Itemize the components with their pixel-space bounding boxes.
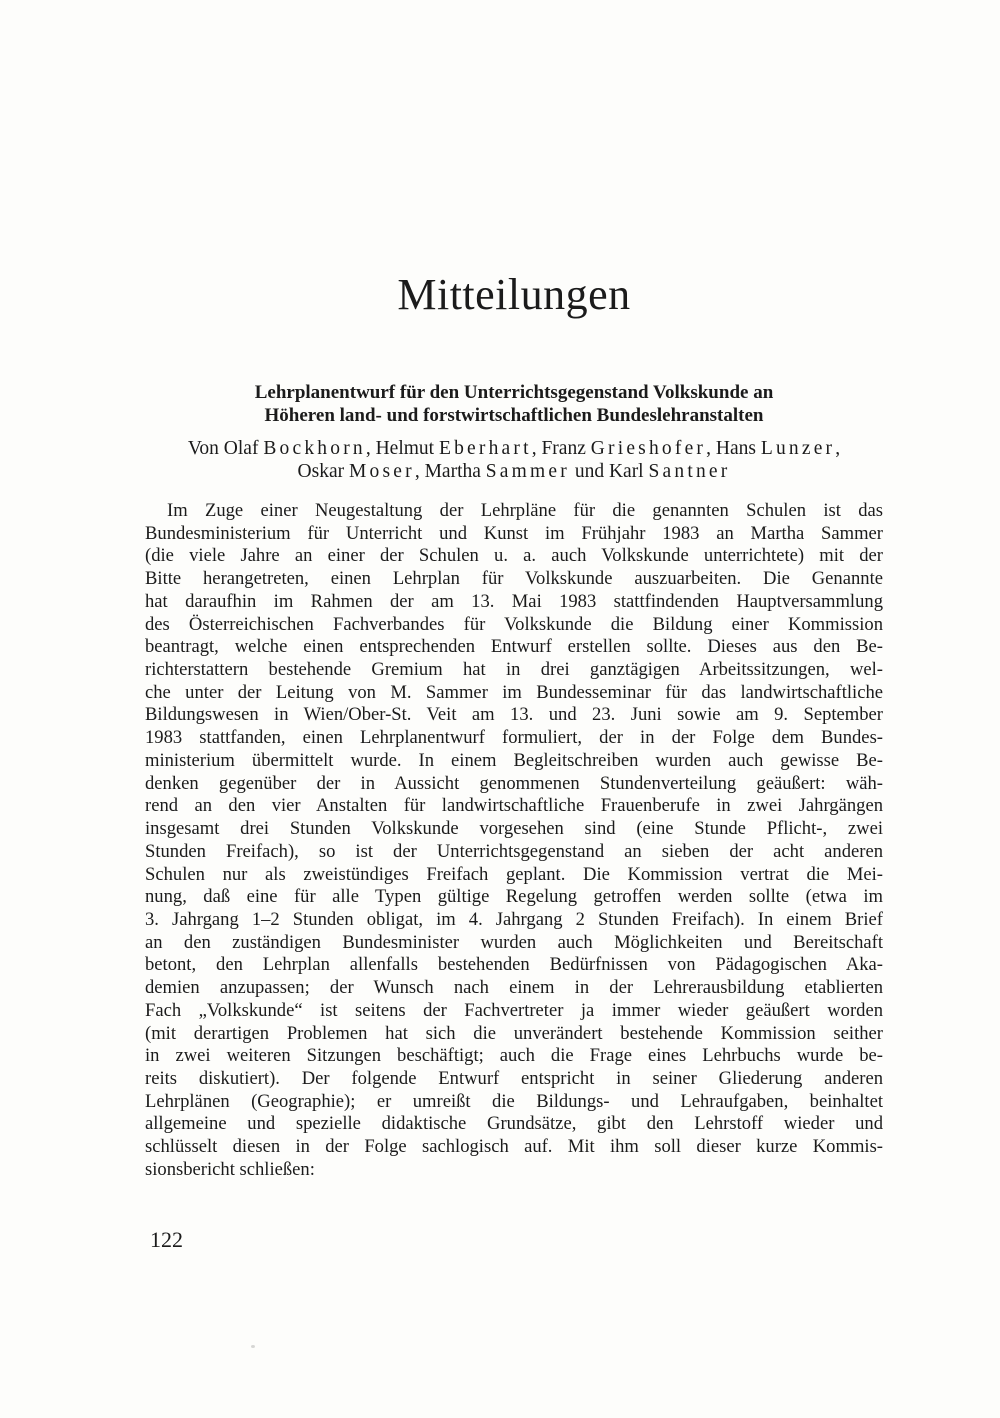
article-byline [145, 437, 883, 483]
byline-segment: , Martha [414, 461, 486, 482]
byline-segment: und Karl [569, 461, 649, 482]
byline-segment: Grieshofer [590, 438, 707, 459]
byline-segment: , Helmut [365, 438, 439, 459]
byline-line-2 [145, 460, 883, 483]
body-line: hat daraufhin im Rahmen der am 13. Mai 1983 stattfindenden Hauptversammlung [145, 590, 883, 612]
body-line: des Österreichischen Fachverbandes für Volkskunde die Bildung einer Kommission [145, 613, 883, 635]
scan-artifact [251, 1345, 255, 1348]
body-line: richterstattern bestehende Gremium hat in drei ganztägigen Arbeitssitzungen, wel- [145, 659, 883, 681]
byline-segment: , [835, 438, 841, 459]
body-line: denken gegenüber der in Aussicht genommenen Stundenverteilung geäußert: wäh- [145, 772, 883, 794]
body-line: 1983 stattfanden, einen Lehrplanentwurf formuliert, der in der Folge dem Bundes- [145, 727, 883, 749]
byline-segment: Bockhorn [263, 438, 366, 459]
body-line: in zwei weiteren Sitzungen beschäftigt; auch die Frage eines Lehrbuchs wurde be- [145, 1045, 883, 1067]
article-heading-line-2: Höheren land- und forstwirtschaftlichen Bundeslehranstalten [264, 404, 764, 426]
body-line: Lehrplänen (Geographie); er umreißt die Bildungs- und Lehraufgaben, beinhaltet [145, 1090, 883, 1112]
article-heading-line-1: Lehrplanentwurf für den Unterrichtsgegenstand Volkskunde an [254, 382, 774, 403]
body-line: insgesamt drei Stunden Volkskunde vorgesehen sind (eine Stunde Pflicht-, zwei [145, 818, 883, 840]
article-heading [145, 382, 883, 427]
byline-segment: Moser [349, 461, 415, 482]
byline-segment: Von Olaf [187, 438, 264, 459]
body-line: nung, daß eine für alle Typen gültige Regelung getroffen werden sollte (etwa im [145, 886, 883, 908]
byline-segment: Oskar [297, 461, 349, 482]
body-line: reits diskutiert). Der folgende Entwurf entspricht in seiner Gliederung anderen [145, 1067, 883, 1089]
body-line: (mit derartigen Problemen hat sich die unverändert bestehende Kommission seither [145, 1022, 883, 1044]
body-line: an den zuständigen Bundesminister wurden auch Möglichkeiten und Bereitschaft [145, 931, 883, 953]
body-line: allgemeine und spezielle didaktische Grundsätze, gibt den Lehrstoff wieder und [145, 1113, 883, 1135]
byline-line-1 [145, 437, 883, 460]
body-line: beantragt, welche einen entsprechenden Entwurf erstellen sollte. Dieses aus den Be- [145, 636, 883, 658]
byline-segment: , Franz [531, 438, 591, 459]
page-number: 122 [150, 1227, 183, 1252]
body-line: (die viele Jahre an einer der Schulen u. a. auch Volkskunde unterrichtete) mit der [145, 545, 883, 567]
body-line: betont, den Lehrplan allenfalls bestehenden Bedürfnissen von Pädagogischen Aka- [145, 954, 883, 976]
byline-segment: Eberhart [438, 438, 532, 459]
body-line: 3. Jahrgang 1–2 Stunden obligat, im 4. Jahrgang 2 Stunden Freifach). In einem Brief [145, 908, 883, 930]
byline-segment: Lunzer [760, 438, 836, 459]
body-line: Im Zuge einer Neugestaltung der Lehrpläne für die genannten Schulen ist das [167, 500, 883, 521]
body-line: schlüsselt diesen in der Folge sachlogisch auf. Mit ihm soll dieser kurze Kommis- [145, 1136, 883, 1158]
byline-segment: Sammer [485, 461, 570, 482]
body-line: ministerium übermittelt wurde. In einem Begleitschreiben wurden auch gewisse Be- [145, 749, 883, 771]
body-line: Bundesministerium für Unterricht und Kunst im Frühjahr 1983 an Martha Sammer [145, 522, 883, 544]
body-line: Schulen nur als zweistündiges Freifach geplant. Die Kommission vertrat die Mei- [145, 863, 883, 885]
byline-segment: Santner [648, 461, 731, 482]
body-line: Bildungswesen in Wien/Ober-St. Veit am 13. und 23. Juni sowie am 9. September [145, 704, 883, 726]
byline-segment: , Hans [706, 438, 761, 459]
body-line: Fach „Volkskunde“ ist seitens der Fachvertreter ja immer wieder geäußert worden [145, 999, 883, 1021]
body-line: demien anzupassen; der Wunsch nach einem in der Lehrerausbildung etablierten [145, 977, 883, 999]
body-line: Stunden Freifach), so ist der Unterrichtsgegenstand an sieben der acht anderen [145, 840, 883, 862]
page-title: Mitteilungen [397, 270, 631, 319]
article-body [145, 500, 883, 1182]
body-line: rend an den vier Anstalten für landwirtschaftliche Frauenberufe in zwei Jahrgängen [145, 795, 883, 817]
body-line: Bitte herangetreten, einen Lehrplan für Volkskunde auszuarbeiten. Die Genannte [145, 568, 883, 590]
body-line: che unter der Leitung von M. Sammer im Bundesseminar für das landwirtschaftliche [145, 681, 883, 703]
body-line: sionsbericht schließen: [145, 1158, 315, 1180]
